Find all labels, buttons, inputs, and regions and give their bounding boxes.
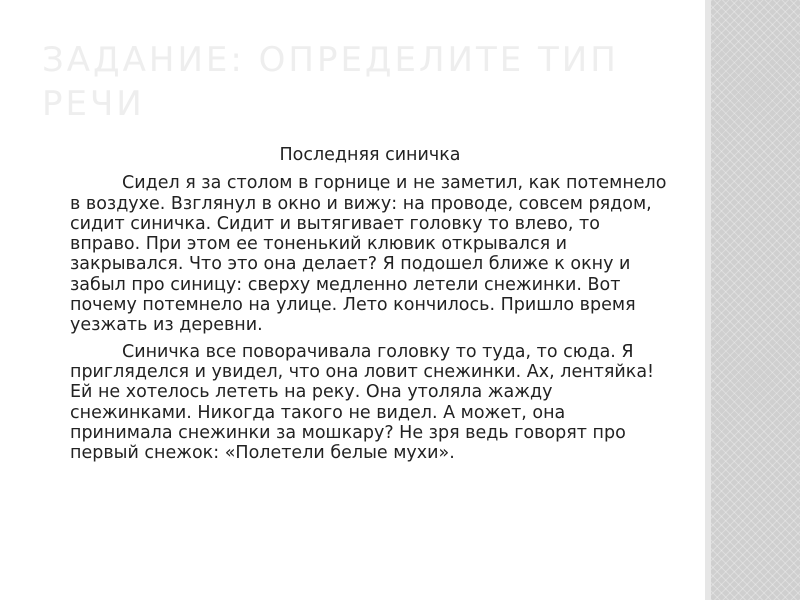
paragraph-2: Синичка все поворачивала головку то туда, то сюда. Я пригляделся и увидел, что она ловит снежинки. Ах, лентяйка! Ей не хотелось лететь на реку. Она утоляла жажду снежинками. Никогда такого не видел. А может, она принимала снежинки за мошкару? Не зря ведь говорят про первый снежок: «Полетели белые мухи». [70,341,655,464]
story-title: Последняя синичка [279,145,461,165]
slide-title: ЗАДАНИЕ: ОПРЕДЕЛИТЕ ТИП РЕЧИ [42,40,619,124]
paragraph-1: Сидел я за столом в горнице и не заметил, как потемнело в воздухе. Взглянул в окно и вижу: на проводе, совсем рядом, сидит синичка. Сидит и вытягивает головку то влево, то вправо. При этом ее тоненький клювик открывался и закрывался. Что это она делает? Я подошел ближе к окну и забыл про синицу: сверху медленно летели снежинки. Вот почему потемнело на улице. Лето кончилось. Пришло время уезжать из деревни. [70,173,667,336]
decorative-side-pane [711,0,800,600]
slide-body [70,145,670,469]
